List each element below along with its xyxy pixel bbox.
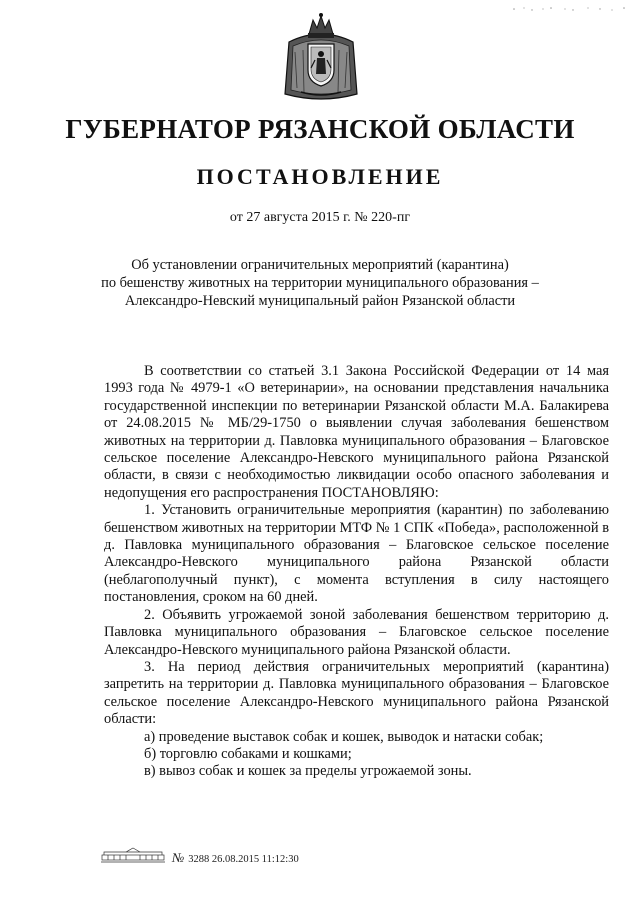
subitem-a: а) проведение выставок собак и кошек, выводок и натаски собак;: [144, 728, 544, 745]
item-3-paragraph: 3. На период действия ограничительных мероприятий (карантина) запретить на территории д. Павловка муниципального образования – Благовское сельское поселение Александро-Невского муниципального района Рязанской области:: [104, 658, 609, 728]
registration-footer: [100, 846, 460, 866]
coat-of-arms-icon: [279, 12, 363, 104]
issuer-title: ГУБЕРНАТОР РЯЗАНСКОЙ ОБЛАСТИ: [65, 114, 575, 144]
date-and-number: от 27 августа 2015 г. № 220-пг: [229, 210, 411, 225]
scan-noise: [510, 6, 630, 12]
document-body: [104, 363, 609, 781]
heading-line: по бешенству животных на территории муниципального образования –: [101, 275, 539, 291]
heading-line: Об установлении ограничительных мероприятий (карантина): [131, 257, 509, 273]
document-heading: [90, 256, 550, 310]
government-building-stamp: [100, 846, 166, 864]
subitem-b: б) торговлю собаками и кошками;: [144, 745, 352, 762]
subitem-c: в) вывоз собак и кошек за пределы угрожаемой зоны.: [144, 763, 472, 780]
registration-number: [172, 850, 299, 866]
number-sign: №: [172, 850, 185, 865]
heading-line: Александро-Невский муниципальный район Рязанской области: [124, 293, 516, 309]
registration-text: 3288 26.08.2015 11:12:30: [188, 854, 299, 865]
document-type: ПОСТАНОВЛЕНИЕ: [196, 164, 444, 189]
preamble-paragraph: В соответствии со статьей 3.1 Закона Российской Федерации от 14 мая 1993 года № 4979-1 «О ветеринарии», на основании представления начальника государственной инспекции по ветеринарии Рязанской области М.А. Балакирева от 24.08.2015 № МБ/29-1750 о выявлении случая заболевания бешенством животных на территории д. Павловка муниципального образования – Благовское сельское поселение Александро-Невского муниципального района Рязанской области, в связи с необходимостью ликвидации особо опасного заболевания и недопущения его распространения ПОСТАНОВЛЯЮ:: [104, 363, 609, 501]
item-1-paragraph: 1. Установить ограничительные мероприятия (карантин) по заболеванию бешенством животных на территории МТФ № 1 СПК «Победа», расположенной в д. Павловка муниципального образования – Благовское сельское поселение Александро-Невского муниципального района Рязанской области (неблагополучный пункт), с момента вступления в силу настоящего постановления, сроком на 60 дней.: [104, 502, 609, 606]
item-2-paragraph: 2. Объявить угрожаемой зоной заболевания бешенством территорию д. Павловка муниципального образования – Благовское сельское поселение Александро-Невского муниципального района Рязанской области.: [104, 606, 609, 658]
